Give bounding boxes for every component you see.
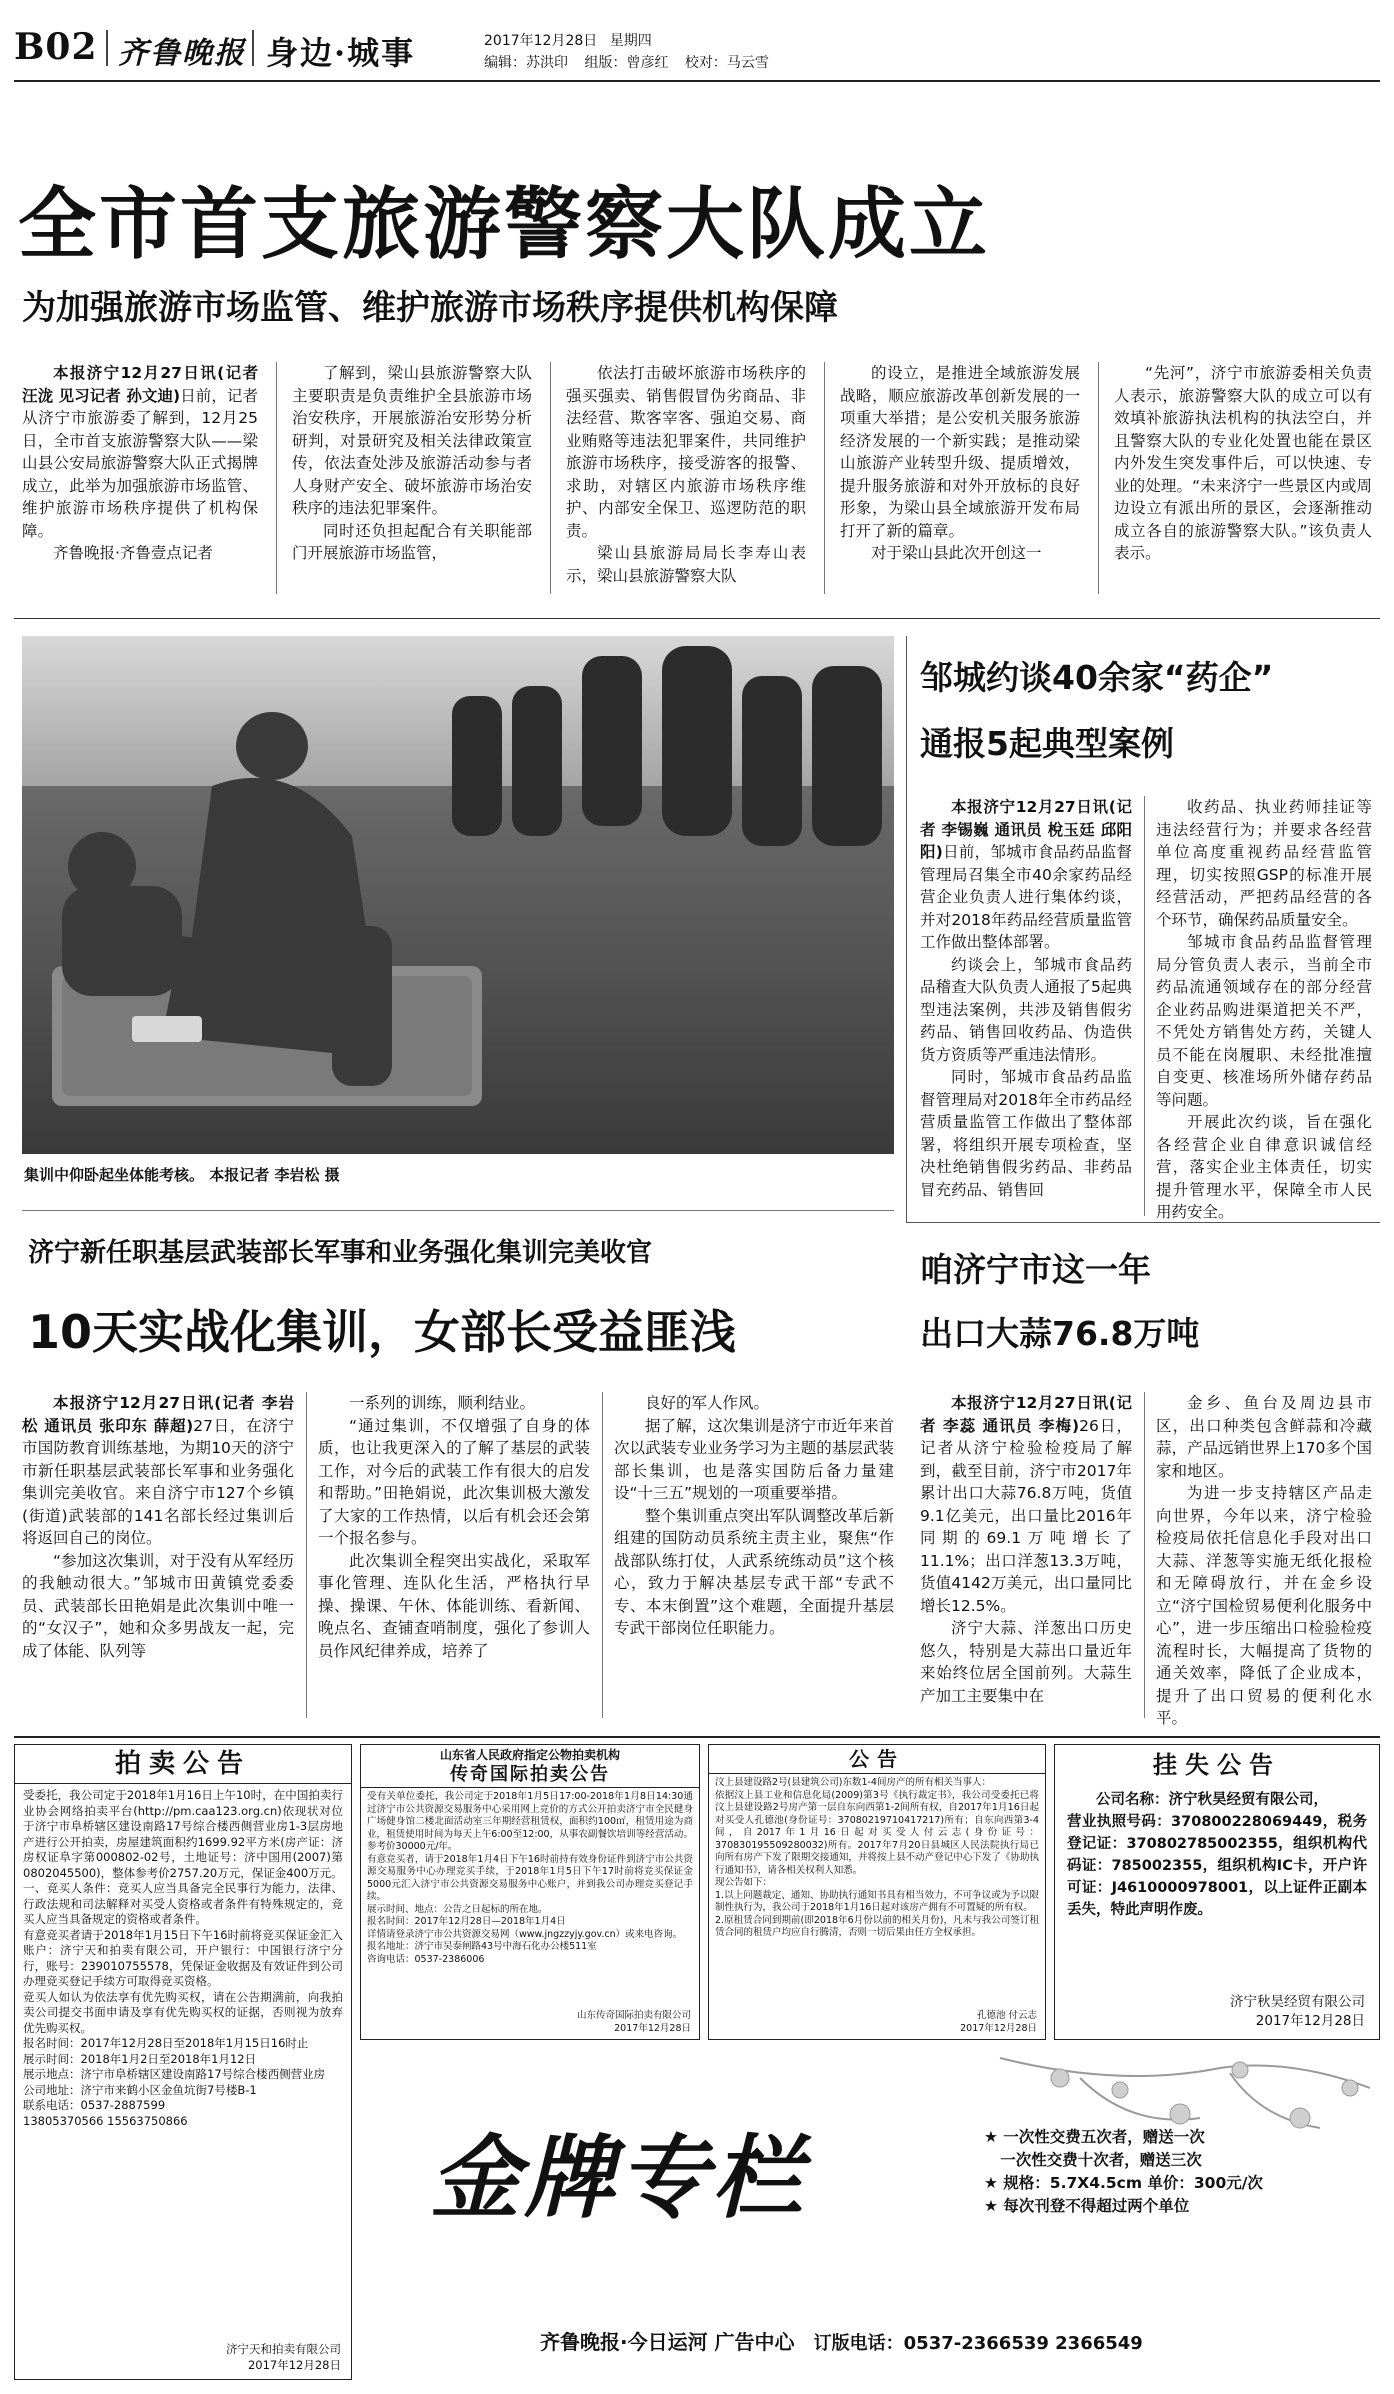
lead-column-5 — [1114, 362, 1372, 602]
training-column-1 — [22, 1392, 294, 1728]
training-kicker: 济宁新任职基层武装部长军事和业务强化集训完美收官 — [28, 1238, 653, 1268]
paragraph: 收药品、执业药师挂证等违法经营行为；并要求各经营单位高度重视药品经营监管理，切实按照GSP的标准开展经营活动，严把药品经营的各个环节，确保药品质量安全。 — [1156, 798, 1372, 929]
paragraph: 一系列的训练，顺利结业。 — [349, 1394, 536, 1412]
paragraph: 金乡、鱼台及周边县市区，出口种类包含鲜蒜和冷藏蒜，产品远销世界上170多个国家和地区。 — [1156, 1394, 1372, 1480]
auction-ad — [14, 1744, 352, 2380]
paragraph: 整个集训重点突出军队调整改革后新组建的国防动员系统主责主业，聚焦“作战部队练打仗，人武系统练动员”这个核心，致力于解决基层专武干部“专武不专、本末倒置”这个难题，全面提升基层专武干部岗位任职能力。 — [614, 1506, 894, 1637]
paragraph: “通过集训，不仅增强了自身的体质，也让我更深入的了解了基层的武装工作，对今后的武装工作有很大的启发和帮助。”田艳娟说，此次集训极大激发了大家的工作热情，以后有机会还会第一个报名参与。 — [318, 1416, 590, 1547]
gold-column-brand: 金牌专栏 — [430, 2125, 806, 2231]
lost-notice-ad — [1054, 1744, 1380, 2040]
issue-date: 2017年12月28日 星期四 — [484, 33, 652, 49]
training-photo-image — [22, 636, 894, 1154]
paragraph: 为进一步支持辖区产品走向世界，今年以来，济宁检验检疫局依托信息化手段对出口大蒜、洋葱等实施无纸化报检和无障碍放行，并在金乡设立“济宁国检贸易便利化服务中心”，进一步压缩出口检验检疫流程时长，大幅提高了货物的通关效率，降低了企业成本，提升了出口贸易的便利化水平。 — [1156, 1484, 1372, 1727]
auction-ad-footer: 济宁天和拍卖有限公司 2017年12月28日 — [226, 2342, 341, 2372]
paragraph: 梁山县旅游局局长李寿山表示，梁山县旅游警察大队 — [566, 544, 806, 585]
public-notice-title: 公告 — [709, 1745, 1045, 1774]
lead-column-4 — [840, 362, 1080, 602]
drug-column-1 — [920, 796, 1132, 1222]
chuanqi-auction-ad — [360, 1744, 700, 2040]
auction-ad-title: 拍卖公告 — [15, 1745, 351, 1784]
training-dateline: 本报济宁12月27日讯 — [53, 1394, 215, 1412]
paragraph: 良好的军人作风。 — [645, 1394, 770, 1412]
promo-bullets — [984, 2126, 1364, 2218]
training-column-1-text — [22, 1550, 294, 1663]
drug-dateline: 本报济宁12月27日讯 — [951, 798, 1109, 816]
paragraph: 此次集训全程突出实战化，采取军事化管理、连队化生活，严格执行早操、操课、午休、体能训练、看新闻、晚点名、查铺查哨制度，强化了参训人员作风纪律养成，培养了 — [318, 1551, 590, 1660]
training-byline: (记者 李岩松 通讯员 张印东 薛超) — [22, 1394, 294, 1435]
training-photo — [22, 636, 894, 1154]
paragraph: 对于梁山县此次开创这一 — [871, 544, 1042, 562]
chuanqi-ad-body: 受有关单位委托，我公司定于2018年1月5日17:00-2018年1月8日14:30通过济宁市公共资源交易服务中心采用网上竞价的方式公开拍卖济宁市全民健身广场健身馆二楼北面活动室三年期经营租赁权，面积约100㎡，租赁用途为商业，租赁使用时间为每天上午6:00至12:00，从事农副餐饮培训等经营活动。参考价30000元/年。 有意竞买者，请于2018年1月4日下午16时前持有效身份证件到济宁市公共资源交易服务中心办理竞买手续，于2018年1月5日下午17时前将竞买保证金5000元汇入济宁市公共资源交易服务中心账户，并到我公司办理竞买登记手续。 展示时间、地点：公告之日起标的所在地。 报名时间：2017年12月28日—2018年1月4日 详情请登录济宁市公共资源交易网（www.jngzzyjy.gov.cn）或来电咨询。 报名地址：济宁市吴泰闸路43号中海石化办公楼511室 咨询电话：0537-2386006 — [367, 1791, 693, 1965]
garlic-column-2 — [1156, 1392, 1372, 1728]
lost-notice-details: 营业执照号码：370800228069449，税务登记证：370802785002355，组织机构代码证：785002355，组织机构IC卡，开户许可证：J4610000978001，以上证件正副本丢失，特此声明作废。 — [1067, 1814, 1367, 1918]
page-header — [0, 0, 1394, 80]
lead-column-3-text — [566, 362, 806, 587]
lead-headline: 全市首支旅游警察大队成立 — [18, 180, 991, 270]
paragraph: 同时还负担起配合有关职能部门开展旅游市场监管， — [292, 521, 532, 562]
chuanqi-ad-header: 山东省人民政府指定公物拍卖机构 — [439, 1748, 620, 1762]
lead-column-1 — [22, 362, 258, 602]
chuanqi-ad-footer: 山东传奇国际拍卖有限公司 2017年12月28日 — [576, 2010, 691, 2034]
promo-footer — [540, 2326, 1360, 2355]
promo-footer-brand: 齐鲁晚报·今日运河 广告中心 — [540, 2330, 795, 2354]
staff-credits: 编辑：苏洪印 组版：曾彦红 校对：马云雪 — [484, 55, 769, 71]
lead-dateline: 本报济宁12月27日讯 — [53, 364, 218, 382]
garlic-column-1 — [920, 1392, 1132, 1728]
paragraph: 的设立，是推进全域旅游发展战略，顺应旅游改革创新发展的一项重大举措；是公安机关服务旅游经济发展的一个新实践；是推动梁山旅游产业转型升级、提质增效，提升服务旅游和对外开放标的良好形象，为梁山县全域旅游开发布局打开了新的篇章。 — [840, 364, 1080, 540]
garlic-column-1-text — [920, 1617, 1132, 1707]
paragraph: “先河”，济宁市旅游委相关负责人表示，旅游警察大队的成立可以有效填补旅游执法机构的执法空白，并且警察大队的专业化处置也能在景区内外发生突发事件后，可以快速、专业的处理。“未来济宁一些景区内或周边设立有派出所的景区，会逐渐推动成立各自的旅游警察大队。”该负责人表示。 — [1114, 364, 1372, 562]
lost-notice-title: 挂失公告 — [1153, 1751, 1281, 1779]
public-notice-ad — [708, 1744, 1046, 2040]
section-title: 身边·城事 — [266, 34, 416, 72]
paragraph: 开展此次约谈，旨在强化各经营企业自律意识诚信经营，落实企业主体责任，切实提升管理水平，保障全市人民用药安全。 — [1156, 1113, 1372, 1221]
lost-notice-footer: 济宁秋昊经贸有限公司 2017年12月28日 — [1230, 1994, 1365, 2029]
drug-headline-1: 邹城约谈40余家“药企” — [920, 658, 1274, 697]
lead-column-3 — [566, 362, 806, 602]
paragraph: 了解到，梁山县旅游警察大队主要职责是负责维护全县旅游市场治安秩序，开展旅游治安形势分析研判，对景研究及相关法律政策宣传，依法查处涉及旅游活动参与者人身财产安全、破坏旅游市场治安秩序的违法犯罪案件。 — [292, 364, 532, 517]
garlic-headline-2: 出口大蒜76.8万吨 — [920, 1314, 1200, 1353]
public-notice-body: 汶上县建设路2号(县建筑公司)东数1-4间房产的所有相关当事人： 依据汶上县工业和信息化局(2009)第3号《执行裁定书》，我公司受委托已将汶上县建设路2号房产第一层自东向西第1-2间所有权，自2017年1月16日起对买受人孔德池(身份证号：37080219710417217)所有；自东向西第3-4间，自2017年1月16日起对买受人付云志(身份证号：370830195509280032)所有。2017年7月20日县城区人民法院执行局已向所有房产下发了限期交接通知，并将按上县不动产登记中心下发了《协助执行通知书》，请各相关权利人知悉。 现公告如下： 1.以上问题裁定、通知、协助执行通知书具有相当效力，不可争议或为予以限制性执行为，我公司于2018年1月16日起对该房产拥有不可置疑的所有权。 2.原租赁合同到期前(即2018年6月份以前的相关月份)，凡未与我公司签订租赁合同的租赁户均应自行腾清，否则一切后果由任方全权承担。 — [715, 1777, 1039, 1938]
training-headline: 10天实战化集训，女部长受益匪浅 — [28, 1305, 737, 1359]
drug-column-2-text — [1156, 796, 1372, 1222]
lead-column-1-text — [22, 542, 258, 565]
lead-column-5-text — [1114, 362, 1372, 565]
training-column-2-text — [318, 1392, 590, 1662]
chuanqi-ad-title: 传奇国际拍卖公告 — [361, 1763, 699, 1788]
lead-paragraph-text: 日前，记者从济宁市旅游委了解到，12月25日，全市首支旅游警察大队——梁山县公安局旅游警察大队正式揭牌成立，此举为加强旅游市场监管、维护旅游市场秩序提供了机构保障。 — [22, 386, 258, 540]
promo-bullet-1: ★ 一次性交费五次者，赠送一次 — [984, 2128, 1205, 2146]
paragraph: 约谈会上，邹城市食品药品稽查大队负责人通报了5起典型违法案例，共涉及销售假劣药品、销售回收药品、伪造供货方资质等严重违法情形。 — [920, 955, 1132, 1064]
drug-headline-2: 通报5起典型案例 — [920, 724, 1174, 763]
garlic-column-2-text — [1156, 1392, 1372, 1728]
page-number: B02 — [14, 26, 98, 68]
paragraph: 济宁大蒜、洋葱出口历史悠久，特别是大蒜出口量近年来始终位居全国前列。大蒜生产加工主要集中在 — [920, 1619, 1132, 1705]
promo-footer-phone: 订版电话：0537-2366539 2366549 — [813, 2333, 1143, 2354]
photo-caption: 集训中仰卧起坐体能考核。 本报记者 李岩松 摄 — [24, 1166, 340, 1184]
promo-bullet-2: 一次性交费十次者，赠送三次 — [1000, 2151, 1202, 2169]
lead-paragraph-text: 27日，在济宁市国防教育训练基地，为期10天的济宁市新任职基层武装部长军事和业务强化集训完美收官。来自济宁市127个乡镇(街道)武装部的141名部长经过集训后将返回自己的岗位。 — [22, 1416, 294, 1547]
paragraph: 据了解，这次集训是济宁市近年来首次以武装专业业务学习为主题的基层武装部长集训，也是落实国防后备力量建设“十三五”规划的一项重要举措。 — [614, 1416, 894, 1502]
garlic-headline-1: 咱济宁市这一年 — [920, 1250, 1151, 1289]
lost-notice-company: 公司名称：济宁秋昊经贸有限公司， — [1096, 1792, 1328, 1808]
lead-subheadline: 为加强旅游市场监管、维护旅游市场秩序提供机构保障 — [22, 288, 838, 328]
training-column-3-text — [614, 1392, 894, 1640]
paragraph: 齐鲁晚报·齐鲁壹点记者 — [53, 544, 213, 562]
training-column-3 — [614, 1392, 894, 1728]
gold-column-promo — [360, 2048, 1380, 2380]
lead-column-4-text — [840, 362, 1080, 565]
promo-bullet-3: ★ 规格：5.7X4.5cm 单价：300元/次 — [984, 2174, 1263, 2192]
paragraph: “参加这次集训，对于没有从军经历的我触动很大。”邹城市田黄镇党委委员、武装部长田艳娟是此次集训中唯一的“女汉子”，她和众多男战友一起，完成了体能、队列等 — [22, 1551, 294, 1660]
auction-ad-body: 受委托，我公司定于2018年1月16日上午10时，在中国拍卖行业协会网络拍卖平台(http://pm.caa123.org.cn)依现状对位于济宁市阜桥辖区建设南路17号综合楼西侧营业房1-3层房地产进行公开拍卖，房屋建筑面积约1699.92平方米(房产证：济房权证阜字第000802-02号，土地证号：济中国用(2007)第0802045500)，整体参考价2757.20万元，保证金400万元。 一、竞买人条件：竞买人应当具备完全民事行为能力，法律、行政法规和司法解释对买受人资格或者条件有特殊规定的，竞买人应当具备规定的资格或者条件。 有意竞买者请于2018年1月15日下午16时前将竞买保证金汇入账户：济宁天和拍卖有限公司，开户银行：中国银行济宁分行，账号：239010755578，凭保证金收据及有效证件到公司办理竞买登记手续方可取得竞买资格。 竞买人如认为依法享有优先购买权，请在公告期满前，向我拍卖公司提交书面申请及享有优先购买权的证据，否则视为放弃优先购买权。 报名时间：2017年12月28日至2018年1月15日16时止 展示时间：2018年1月2日至2018年1月12日 展示地点：济宁市阜桥辖区建设南路17号综合楼西侧营业房 公司地址：济宁市来鹤小区金鱼坑街7号楼B-1 联系电话：0537-2887599 13805370566 15563750866 — [23, 1788, 343, 2128]
paragraph: 同时，邹城市食品药品监督管理局对2018年全市药品经营质量监管工作做出了整体部署，将组织开展专项检查，坚决杜绝销售假劣药品、非药品冒充药品、销售回 — [920, 1068, 1132, 1199]
lead-paragraph-text: 26日，记者从济宁检验检疫局了解到，截至目前，济宁市2017年累计出口大蒜76.8万吨，货值9.1亿美元，出口量比2016年同期的69.1万吨增长了11.1%；出口洋葱13.3万吨，货值4142万美元，出口量同比增长12.5%。 — [920, 1416, 1132, 1615]
paper-name: 齐鲁晚报 — [118, 36, 246, 71]
drug-column-1-text — [920, 954, 1132, 1202]
paragraph: 邹城市食品药品监督管理局分管负责人表示，当前全市药品流通领域存在的部分经营企业药品购进渠道把关不严，不凭处方销售处方药，关键人员不能在岗履职、未经批准擅自变更、核准场所外储存药品等问题。 — [1156, 933, 1372, 1109]
lead-column-2 — [292, 362, 532, 602]
public-notice-footer: 孔德池 付云志 2017年12月28日 — [960, 2010, 1037, 2034]
lead-byline: (记者 汪泷 见习记者 孙文迪) — [22, 364, 258, 405]
lead-column-2-text — [292, 362, 532, 565]
garlic-dateline: 本报济宁12月27日讯 — [951, 1394, 1109, 1412]
lead-paragraph-text: 日前，邹城市食品药品监督管理局召集全市40余家药品经营企业负责人进行集体约谈，并对2018年药品经营质量监管工作做出整体部署。 — [920, 843, 1132, 951]
drug-byline: (记者 李锡巍 通讯员 梲玉廷 邱阳阳) — [920, 798, 1132, 861]
paragraph: 依法打击破坏旅游市场秩序的强买强卖、销售假冒伪劣商品、非法经营、欺客宰客、强迫交易、商业贿赂等违法犯罪案件，共同维护旅游市场秩序，接受游客的报警、求助，对辖区内旅游市场秩序维护、内部安全保卫、巡逻防范的职责。 — [566, 364, 806, 540]
promo-bullet-4: ★ 每次刊登不得超过两个单位 — [984, 2197, 1190, 2215]
drug-column-2 — [1156, 796, 1372, 1222]
garlic-byline: (记者 李蕊 通讯员 李梅) — [920, 1394, 1132, 1435]
training-column-2 — [318, 1392, 590, 1728]
